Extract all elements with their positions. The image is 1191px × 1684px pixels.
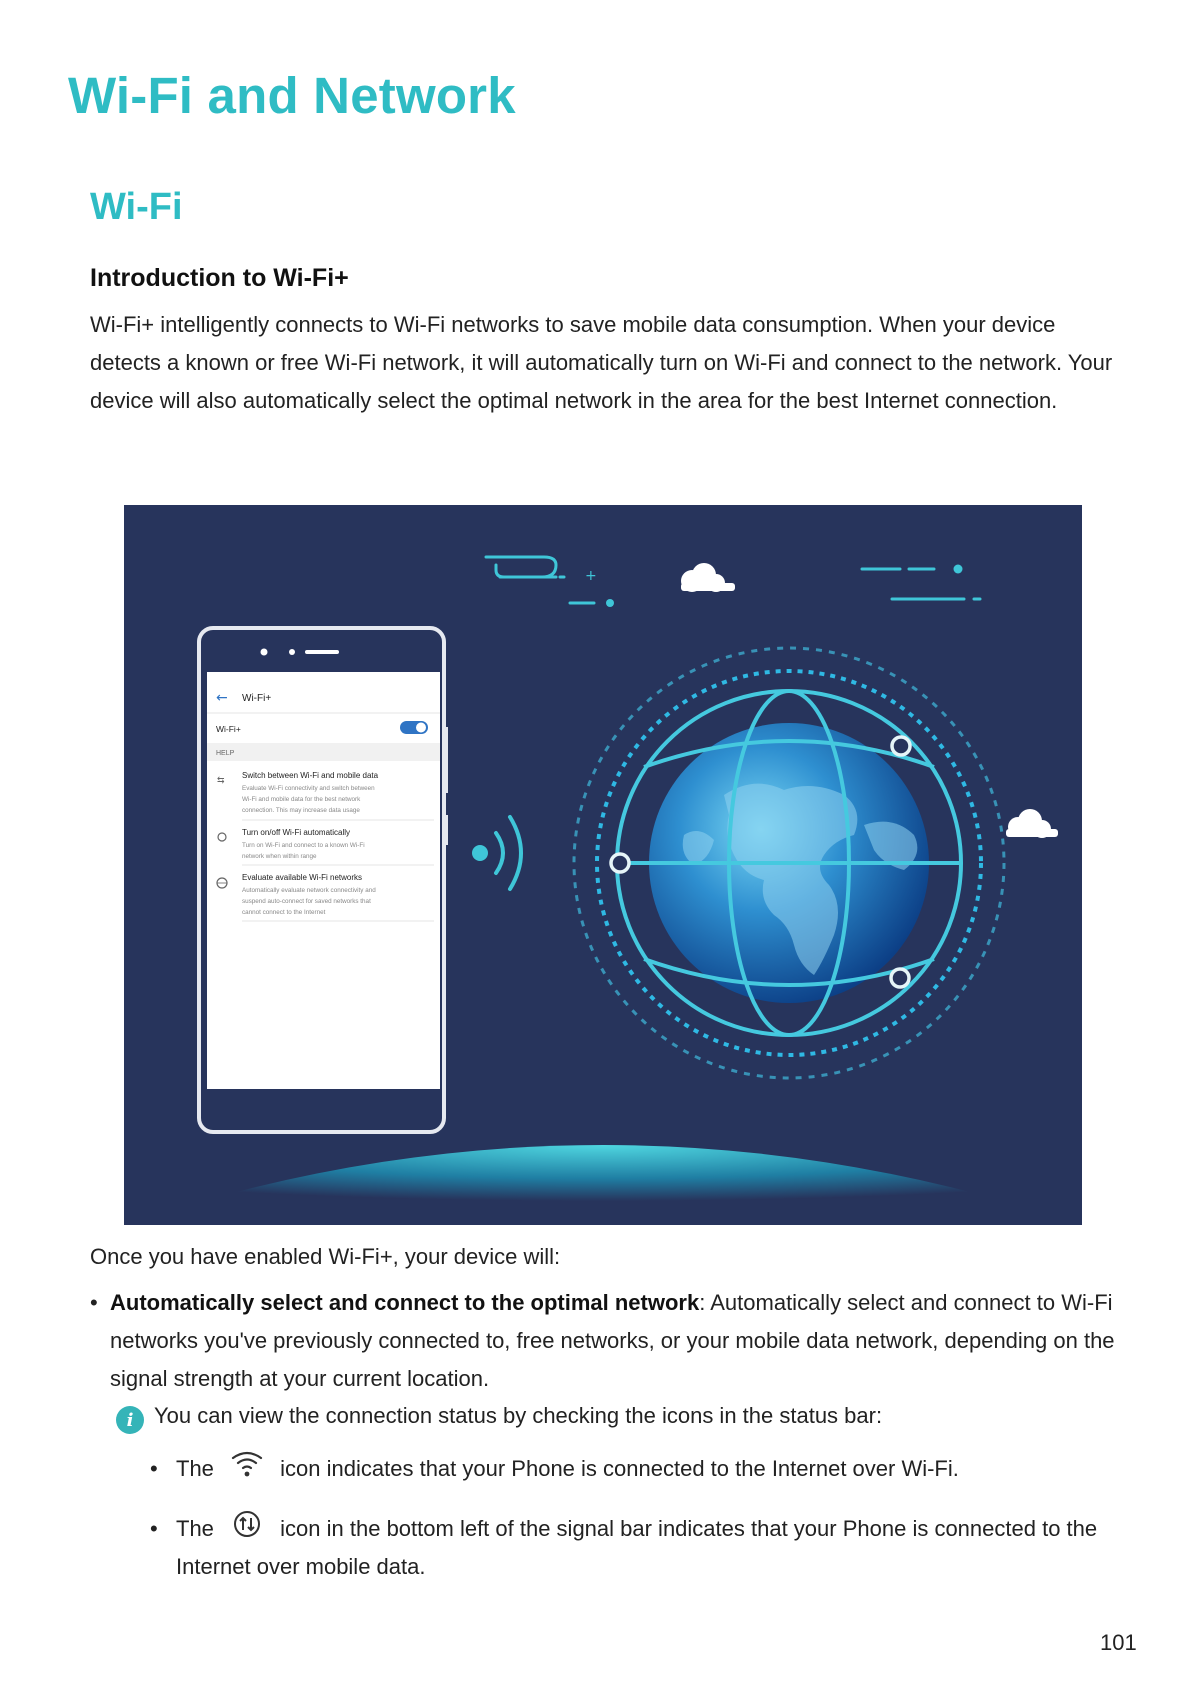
sub-bullet-mobile-data [150,1510,1100,1586]
help-item-line: Wi-Fi and mobile data for the best network [242,796,361,803]
bullet-body: : Automatically select and connect to Wi-Fi networks you've previously connected to, free networks, or your mobile data network, depending on the signal strength at your current location. [110,1290,1115,1391]
help-item-line: suspend auto-connect for saved networks that [242,898,371,905]
help-item-line: Turn on Wi-Fi and connect to a known Wi-Fi [242,842,365,849]
chapter-title: Wi-Fi and Network [68,67,516,124]
help-header: HELP [216,750,235,757]
bullet-dot: • [150,1516,158,1541]
info-note [116,1398,882,1434]
toggle-label: Wi-Fi+ [216,724,241,734]
lead-text: Once you have enabled Wi-Fi+, your device will: [90,1244,561,1269]
help-item-title: Switch between Wi-Fi and mobile data [242,771,379,780]
help-item-line: connection. This may increase data usage [242,807,360,814]
help-item-title: Turn on/off Wi-Fi automatically [242,828,351,837]
phone-device [199,628,448,1132]
sub-text-before: The [176,1516,214,1541]
plus-sign: + [585,568,597,584]
decorative-dot [606,599,614,607]
section-title: Wi-Fi [90,186,183,228]
back-arrow-icon: ← [216,690,228,706]
info-icon: i [116,1406,144,1434]
help-item-line: network when within range [242,853,317,860]
switch-arrows-icon: ⇆ [217,775,225,785]
help-item-line: Automatically evaluate network connectivity and [242,887,376,894]
page-number: 101 [1100,1630,1137,1655]
decorative-dot [954,565,963,574]
help-item-title: Evaluate available Wi-Fi networks [242,873,363,882]
wifi-plus-toggle [400,721,428,734]
screen-title: Wi-Fi+ [242,693,272,704]
bullet-dot: • [150,1456,158,1481]
sub-text-after: icon indicates that your Phone is connected to the Internet over Wi-Fi. [280,1456,959,1481]
bullet-heading: Automatically select and connect to the optimal network [110,1290,700,1315]
sub-text-after: icon in the bottom left of the signal bar indicates that your Phone is connected to the Internet over mobile data. [176,1516,1098,1579]
help-item-line: Evaluate Wi-Fi connectivity and switch between [242,785,375,792]
intro-paragraph: Wi-Fi+ intelligently connects to Wi-Fi networks to save mobile data consumption. When your device detects a known or free Wi-Fi network, it will automatically turn on Wi-Fi and connect to the network. Your device will also automatically select the optimal network in the area for the best Internet connection. [90,312,1113,413]
subsection-title: Introduction to Wi-Fi+ [90,264,349,292]
bullet-optimal-network [90,1284,1130,1398]
wifi-status-icon [230,1450,264,1480]
sub-bullet-wifi [150,1450,1100,1488]
sub-text-before: The [176,1456,214,1481]
mobile-data-status-icon [230,1510,264,1540]
wifi-plus-illustration [124,505,1082,1225]
bullet-dot: • [90,1290,98,1315]
note-text: You can view the connection status by checking the icons in the status bar: [154,1403,883,1428]
help-item-line: cannot connect to the Internet [242,909,326,916]
